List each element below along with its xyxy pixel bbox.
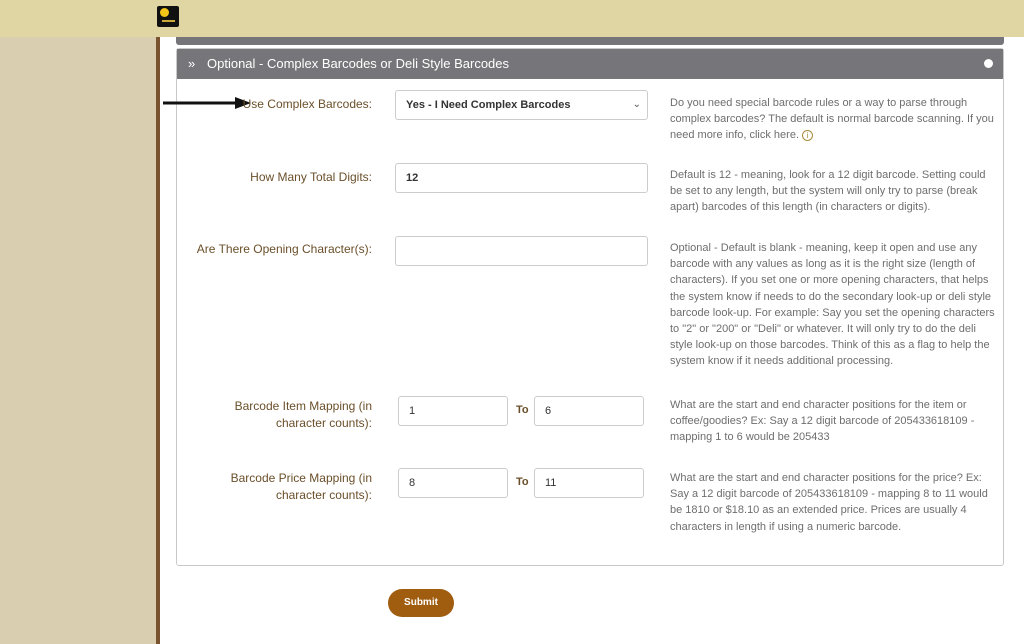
complex-barcodes-label: Use Complex Barcodes: <box>242 97 372 111</box>
total-digits-label: How Many Total Digits: <box>250 170 372 184</box>
complex-barcodes-value: Yes - I Need Complex Barcodes <box>406 99 571 111</box>
price-mapping-to-input[interactable]: 11 <box>534 468 644 498</box>
panel-header[interactable] <box>177 49 1003 79</box>
previous-panel-footer <box>176 37 1004 45</box>
complex-barcodes-select[interactable] <box>395 90 648 120</box>
opening-characters-label: Are There Opening Character(s): <box>196 242 372 256</box>
info-icon[interactable]: i <box>802 130 813 141</box>
item-mapping-to-input[interactable]: 6 <box>534 396 644 426</box>
double-chevron-right-icon: » <box>188 56 196 71</box>
price-mapping-label: Barcode Price Mapping (in character counts): <box>230 471 372 502</box>
total-digits-help: Default is 12 - meaning, look for a 12 digit barcode. Setting could be set to any length, but the system will only try to parse (break apart) barcodes of this length (in characters or digits). <box>670 169 986 214</box>
logo-line <box>162 20 175 22</box>
item-mapping-from-input[interactable]: 1 <box>398 396 508 426</box>
complex-barcodes-help-text: Do you need special barcode rules or a way to parse through complex barcodes? The default is normal barcode scanning. If you need more info, click here. <box>670 97 994 142</box>
total-digits-input[interactable]: 12 <box>395 163 648 193</box>
opening-characters-input[interactable] <box>395 236 648 266</box>
coin-shape <box>160 8 169 17</box>
chevron-down-icon: ⌄ <box>632 99 641 110</box>
price-mapping-to-label: To <box>516 476 529 488</box>
price-mapping-from-input[interactable]: 8 <box>398 468 508 498</box>
opening-characters-help: Optional - Default is blank - meaning, keep it open and use any barcode with any values as long as it is the right size (length of characters). If you set one or more opening characters, that helps the system know if needs to do the secondary look-up or deli style barcode look-up. For example: Say you set the opening characters to "2" or "200" or "Deli" or whatever. It will only try to do the deli style look-up on those barcodes. Think of this as a flag to help the system know if it needs additional processing. <box>670 242 995 368</box>
item-mapping-help: What are the start and end character positions for the item or coffee/goodies? Ex: Say a 12 digit barcode of 205433618109 - mapping 1 to 6 would be 205433 <box>670 399 975 444</box>
item-mapping-label: Barcode Item Mapping (in character counts): <box>234 399 372 430</box>
coin-logo-icon[interactable] <box>157 6 179 27</box>
circle-toggle-icon[interactable] <box>984 59 993 68</box>
price-mapping-help: What are the start and end character positions for the price? Ex: Say a 12 digit barcode of 205433618109 - mapping 8 to 11 would be 1810 or $18.10 as an extended price. Prices are usually 4 characters in length if using a numeric barcode. <box>670 472 988 533</box>
complex-barcodes-help <box>670 95 995 144</box>
top-bar <box>0 0 1024 37</box>
panel-title: Optional - Complex Barcodes or Deli Style Barcodes <box>207 56 510 71</box>
left-sidebar <box>0 37 156 644</box>
item-mapping-to-label: To <box>516 404 529 416</box>
submit-button[interactable]: Submit <box>388 589 454 617</box>
